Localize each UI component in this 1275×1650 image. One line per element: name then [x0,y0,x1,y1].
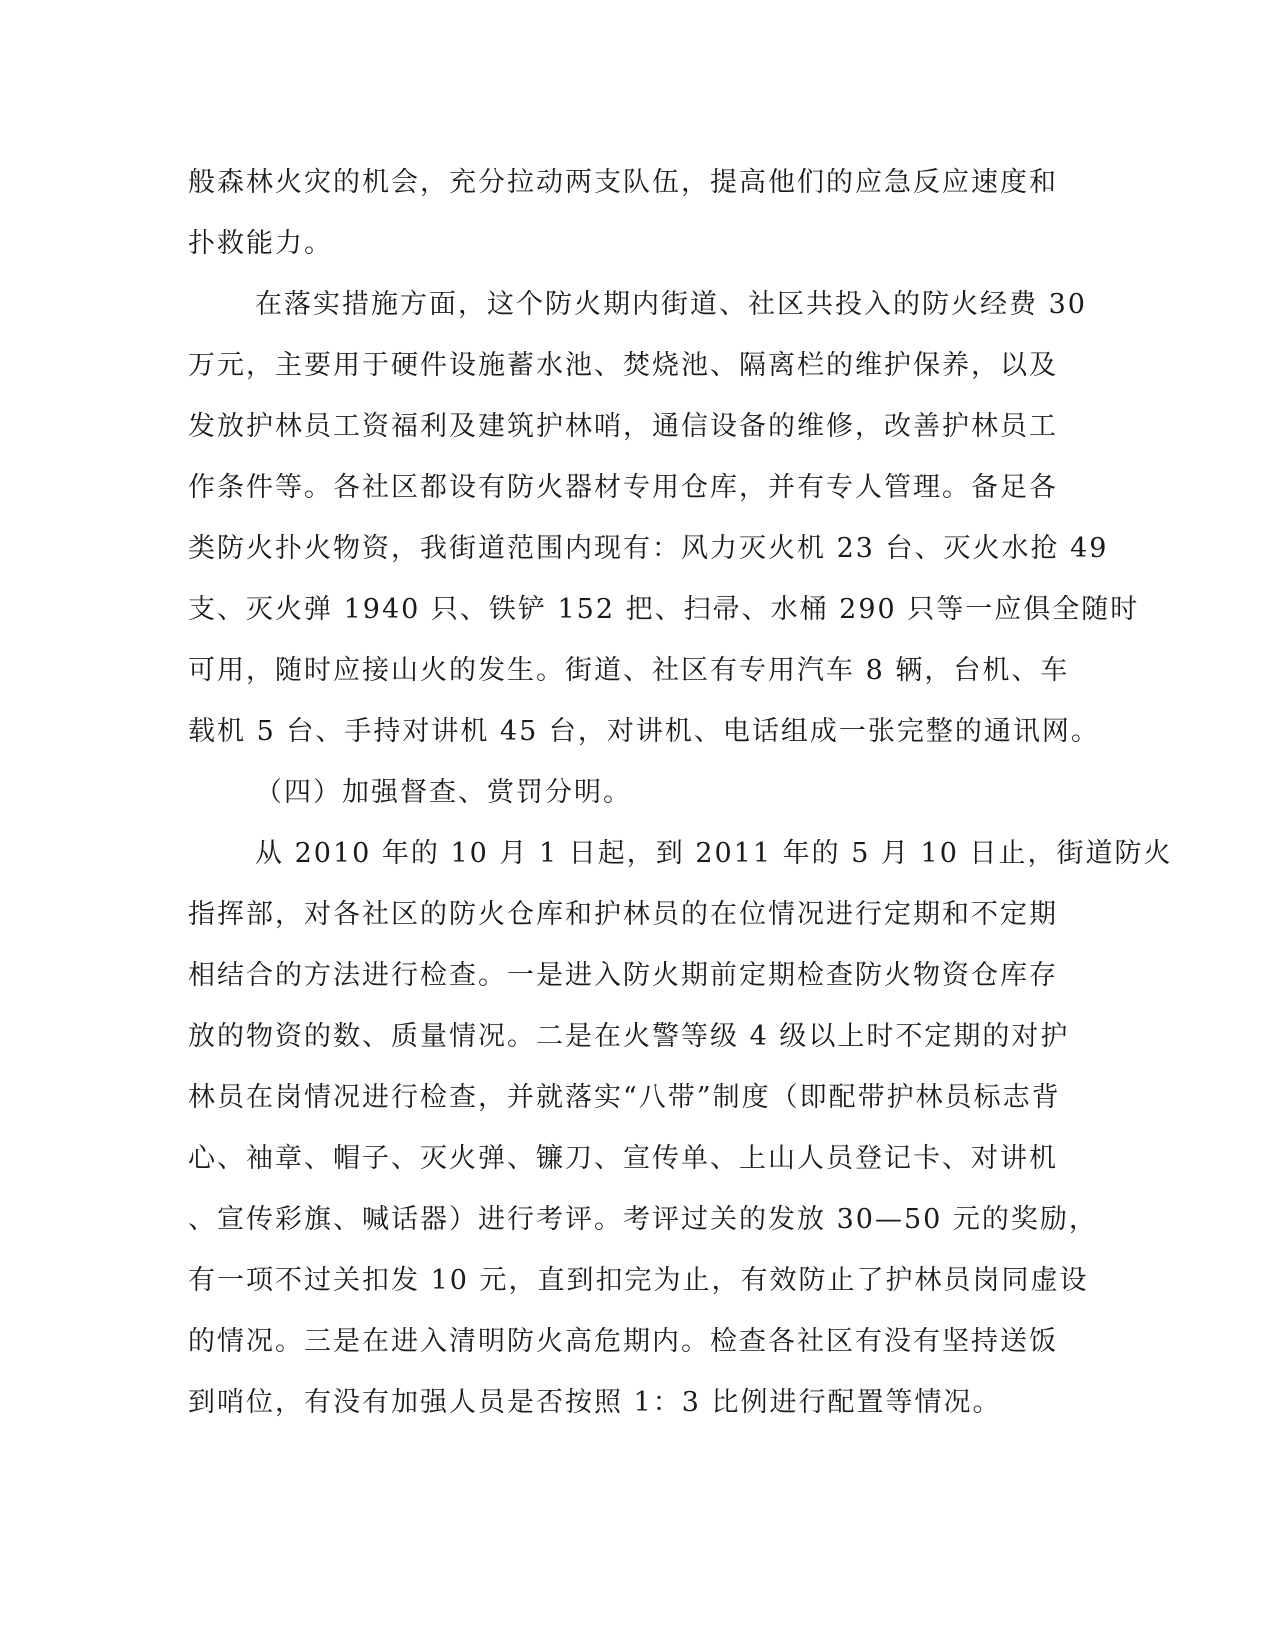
text-line: 到哨位，有没有加强人员是否按照 1：3 比例进行配置等情况。 [188,1387,1002,1418]
text-line: 、宣传彩旗、喊话器）进行考评。考评过关的发放 30—50 元的奖励， [188,1204,1098,1235]
text-line: 心、袖章、帽子、灭火弹、镰刀、宣传单、上山人员登记卡、对讲机 [188,1143,1058,1174]
text-line: 般森林火灾的机会，充分拉动两支队伍，提高他们的应急反应速度和 [188,167,1058,198]
text-line: 从 2010 年的 10 月 1 日起，到 2011 年的 5 月 10 日止，街道防火 [255,838,1173,869]
text-line: 放的物资的数、质量情况。二是在火警等级 4 级以上时不定期的对护 [188,1021,1070,1052]
text-line: 在落实措施方面，这个防火期内街道、社区共投入的防火经费 30 [255,289,1087,320]
text-line: 支、灭火弹 1940 只、铁铲 152 把、扫帚、水桶 290 只等一应俱全随时 [188,594,1140,625]
text-line: 林员在岗情况进行检查，并就落实“八带”制度（即配带护林员标志背 [188,1082,1061,1113]
text-line: 发放护林员工资福利及建筑护林哨，通信设备的维修，改善护林员工 [188,411,1058,442]
text-line: 扑救能力。 [188,228,333,259]
text-line: 作条件等。各社区都设有防火器材专用仓库，并有专人管理。备足各 [188,472,1058,503]
text-line: 的情况。三是在进入清明防火高危期内。检查各社区有没有坚持送饭 [188,1326,1058,1357]
text-line: 可用，随时应接山火的发生。街道、社区有专用汽车 8 辆，台机、车 [188,655,1070,686]
text-line: 万元，主要用于硬件设施蓄水池、焚烧池、隔离栏的维护保养，以及 [188,350,1058,381]
document-body [188,163,1173,1444]
text-line: 载机 5 台、手持对讲机 45 台，对讲机、电话组成一张完整的通讯网。 [188,716,1100,747]
text-line: 指挥部，对各社区的防火仓库和护林员的在位情况进行定期和不定期 [188,899,1058,930]
text-line: 相结合的方法进行检查。一是进入防火期前定期检查防火物资仓库存 [188,960,1058,991]
text-line: 类防火扑火物资，我街道范围内现有：风力灭火机 23 台、灭火水抢 49 [188,533,1109,564]
section-heading: （四）加强督查、赏罚分明。 [255,777,632,808]
text-line: 有一项不过关扣发 10 元，直到扣完为止，有效防止了护林员岗同虚设 [188,1265,1089,1296]
